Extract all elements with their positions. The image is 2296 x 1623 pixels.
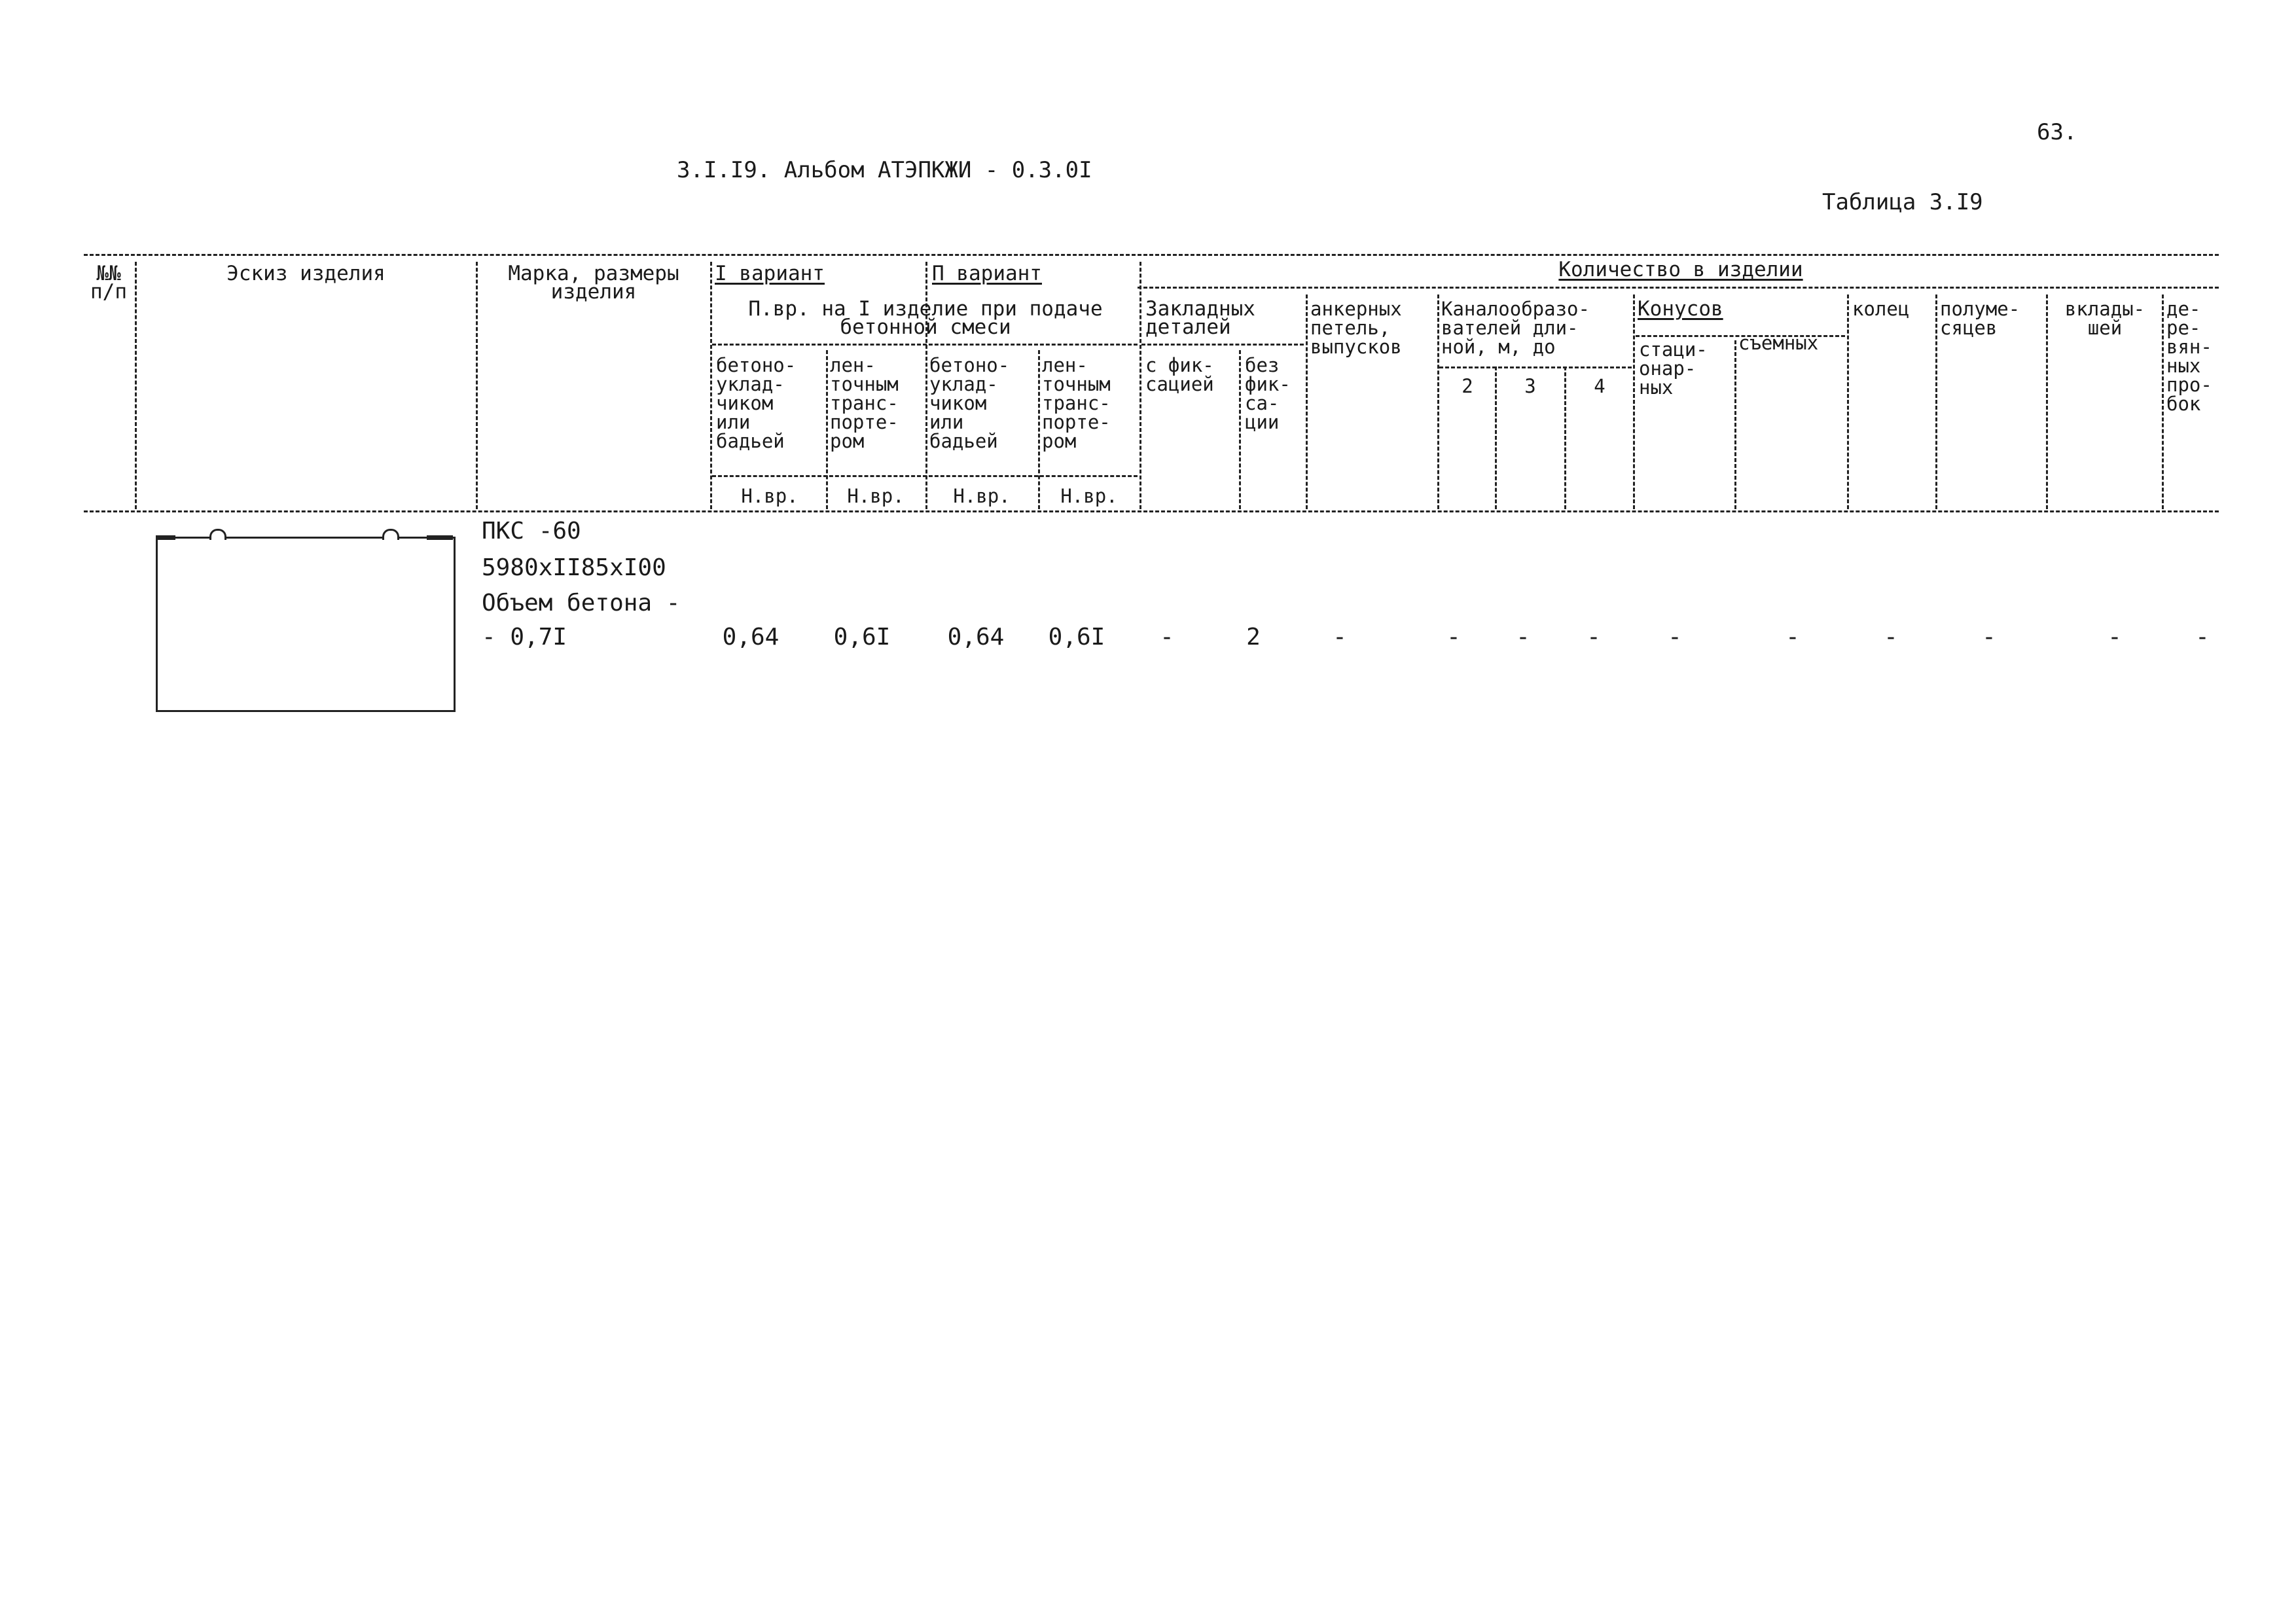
stationary-header: стаци- онар- ных [1639,338,1708,399]
num-col-header: №№ п/п [90,262,127,304]
stationary-value: - [1668,624,1682,651]
lifting-loop-left-icon [209,529,226,540]
quantity-group-header: Количество в изделии [1558,258,1803,281]
v2-layer-value: 0,64 [947,624,1005,651]
channel-length-2: 2 [1462,375,1473,397]
with-fix-value: - [1160,624,1174,651]
page-number: 63. [2037,119,2077,145]
unit-label-2: Н.вр. [847,485,905,507]
col-sep-ch2 [1495,366,1497,509]
with-fix-header: с фик- сацией [1145,354,1214,395]
removable-value: - [1785,624,1800,651]
col-sep-channel [1633,294,1635,509]
col-sep-inserts [2162,294,2164,509]
col-sep-v2 [1139,262,1141,509]
wood-plugs-value: - [2195,624,2210,651]
rings-value: - [1884,624,1898,651]
embedded-header: Закладных деталей [1145,297,1255,339]
header-bottom-rule [84,510,2219,512]
channel-2-value: - [1446,624,1461,651]
channel-3-value: - [1516,624,1530,651]
anchor-header: анкерных петель, выпусков [1310,298,1402,358]
anchor-value: - [1333,624,1347,651]
time-norm-header: П.вр. на I изделие при подаче бетонной смеси [748,297,1103,339]
half-rings-header: полуме- сяцев [1940,298,2020,339]
col-sep-halfrings [2046,294,2048,509]
channel-4-value: - [1587,624,1601,651]
removable-header: съемных [1738,332,1819,354]
col-sep-emb-end [1306,294,1308,509]
concrete-volume-label: Объем бетона - [482,590,681,616]
product-mark: ПКС -60 [482,518,581,544]
v2-layer-header: бетоно- уклад- чиком или бадьей [929,354,1010,452]
cones-header: Конусов [1638,297,1723,321]
unit-label-3: Н.вр. [953,485,1011,507]
channel-header: Каналообразо- вателей дли- ной, м, до [1441,298,1590,358]
col-sep-cones [1847,294,1849,509]
v1-layer-header: бетоно- уклад- чиком или бадьей [716,354,797,452]
time-norm-rule [712,344,1138,346]
channel-length-3: 3 [1524,375,1536,397]
panel-edge-left [156,535,175,540]
mark-col-header: Марка, размеры изделия [508,262,679,304]
sketch-col-header: Эскиз изделия [226,262,386,285]
col-sep-anchor [1437,294,1439,509]
wood-plugs-header: де- ре- вян- ных про- бок [2166,298,2212,415]
product-dimensions: 5980хII85хI00 [482,554,666,581]
lifting-loop-right-icon [382,529,399,540]
panel-edge-right [427,535,453,540]
v2-conveyor-value: 0,6I [1048,624,1105,651]
col-sep-rings [1935,294,1937,509]
concrete-volume-value: - 0,7I [482,624,567,651]
embedded-rule [1141,344,1304,346]
rings-header: колец [1852,298,1910,320]
table-label: Таблица 3.I9 [1822,189,1983,215]
album-title: 3.I.I9. Альбом АТЭПКЖИ - 0.3.0I [677,157,1092,183]
channel-length-4: 4 [1594,375,1605,397]
inserts-header: вклады- шей [2064,298,2145,339]
col-sep-mark [710,262,712,509]
col-sep-v2a [1038,350,1040,509]
v1-layer-value: 0,64 [722,624,780,651]
panel-outline [156,537,456,712]
half-rings-value: - [1982,624,1996,651]
without-fix-value: 2 [1246,624,1261,651]
col-sep-stationary [1734,340,1736,509]
v1-conveyor-value: 0,6I [833,624,891,651]
col-sep-num [135,262,137,509]
unit-label-1: Н.вр. [741,485,798,507]
v1-conveyor-header: лен- точным транс- порте- ром [830,354,899,452]
v2-conveyor-header: лен- точным транс- порте- ром [1042,354,1111,452]
table-top-rule [84,254,2219,256]
variant2-header: П вариант [932,262,1042,285]
col-sep-emb [1239,350,1241,509]
unit-rule [712,475,1138,477]
channel-rule [1439,366,1632,368]
unit-label-4: Н.вр. [1060,485,1118,507]
col-sep-ch3 [1564,366,1566,509]
quantity-group-rule [1138,287,2219,289]
col-sep-sketch [476,262,478,509]
without-fix-header: без фик- са- ции [1245,354,1291,433]
col-sep-v1a [826,350,828,509]
variant1-header: I вариант [715,262,825,285]
inserts-value: - [2108,624,2122,651]
